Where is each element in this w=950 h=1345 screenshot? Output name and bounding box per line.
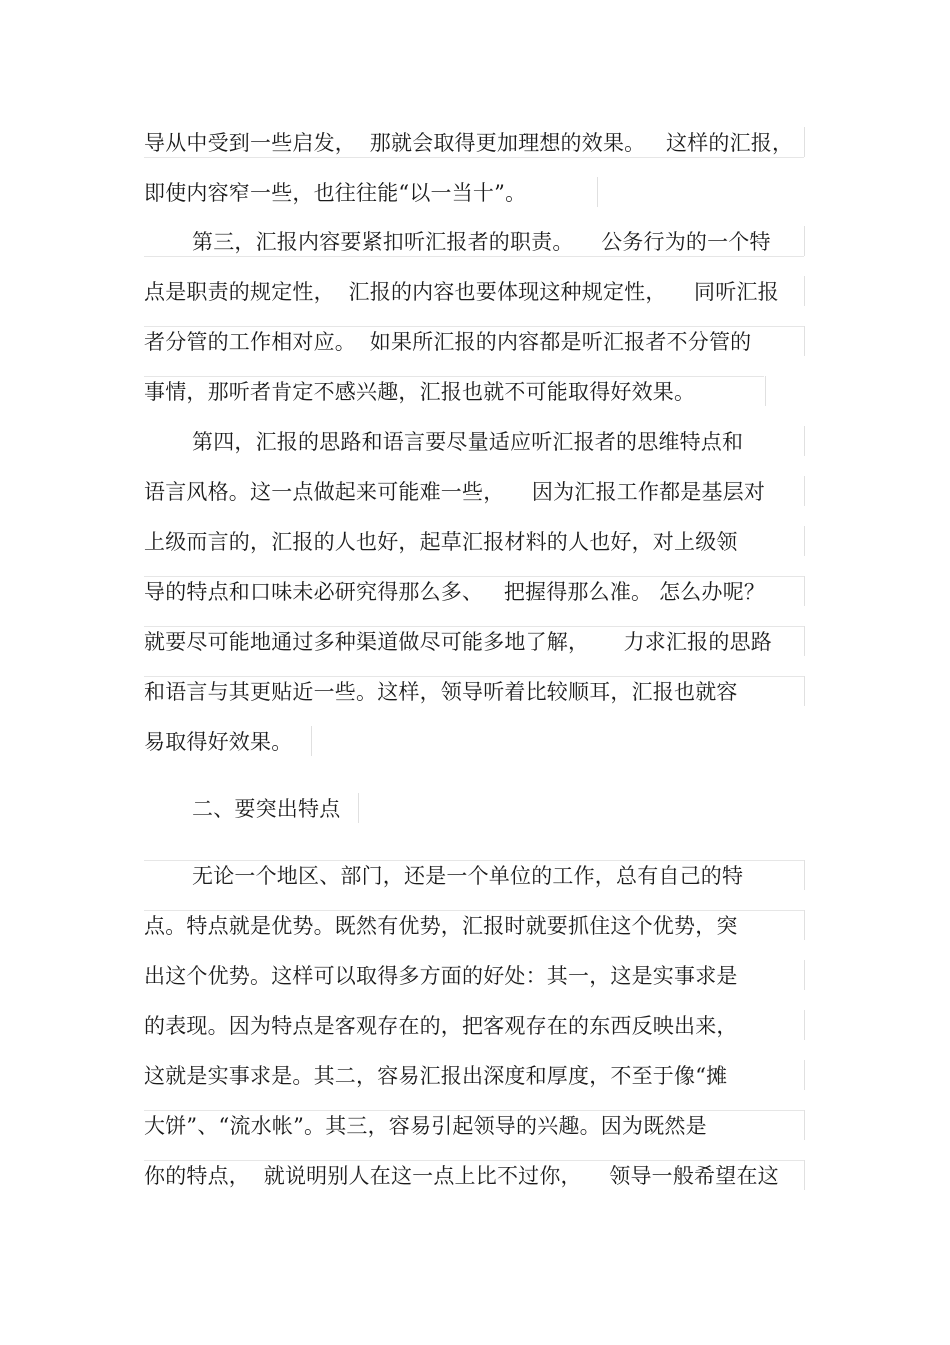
scan-rule [144,576,804,577]
scan-rule [144,626,804,627]
scan-rule [804,476,805,506]
scan-rule [804,426,805,456]
paragraph-line: 大饼”、“流水帐”。其三，容易引起领导的兴趣。因为既然是 [144,1114,707,1138]
paragraph-line: 事情，那听者肯定不感兴趣，汇报也就不可能取得好效果。 [144,380,696,404]
scan-rule [804,860,805,890]
paragraph-line: 就要尽可能地通过多种渠道做尽可能多地了解， 力求汇报的思路 [144,630,772,654]
scan-rule [804,326,805,356]
paragraph-line: 你的特点， 就说明别人在这一点上比不过你， 领导一般希望在这 [144,1164,779,1188]
paragraph-line: 导从中受到一些启发， 那就会取得更加理想的效果。 这样的汇报， [144,131,794,155]
scan-rule [804,1010,805,1040]
scan-rule [804,127,805,157]
paragraph-line: 的表现。因为特点是客观存在的，把客观存在的东西反映出来， [144,1014,738,1038]
scan-rule [804,1060,805,1090]
scan-rule [597,177,598,207]
scan-rule [144,910,804,911]
paragraph-line: 上级而言的，汇报的人也好，起草汇报材料的人也好，对上级领 [144,530,738,554]
paragraph-line: 即使内容窄一些，也往往能“以一当十”。 [144,181,527,205]
scan-rule [358,793,359,823]
scan-rule [804,276,805,306]
paragraph-line: 导的特点和口味未必研究得那么多、 把握得那么准。 怎么办呢？ [144,580,766,604]
paragraph-line: 点是职责的规定性， 汇报的内容也要体现这种规定性， 同听汇报 [144,280,779,304]
paragraph-line: 第三，汇报内容要紧扣听汇报者的职责。 公务行为的一个特 [192,230,771,254]
paragraph-line: 无论一个地区、部门，还是一个单位的工作，总有自己的特 [192,864,744,888]
scan-rule [144,860,804,861]
scan-rule [804,226,805,256]
scan-rule [804,676,805,706]
scan-rule [804,576,805,606]
scan-rule [804,526,805,556]
scan-rule [765,376,766,406]
scan-rule [804,1110,805,1140]
paragraph-line: 点。特点就是优势。既然有优势，汇报时就要抓住这个优势，突 [144,914,738,938]
paragraph-line: 者分管的工作相对应。 如果所汇报的内容都是听汇报者不分管的 [144,330,752,354]
paragraph-line: 这就是实事求是。其二，容易汇报出深度和厚度，不至于像“摊 [144,1064,728,1088]
scan-rule [144,256,804,257]
scan-rule [311,726,312,756]
paragraph-line: 语言风格。这一点做起来可能难一些， 因为汇报工作都是基层对 [144,480,766,504]
paragraph-line: 和语言与其更贴近一些。这样，领导听着比较顺耳，汇报也就容 [144,680,738,704]
scan-rule [144,1110,804,1111]
scan-rule [144,676,804,677]
scan-rule [144,326,804,327]
paragraph-line: 易取得好效果。 [144,730,293,754]
scan-rule [144,157,804,158]
scan-rule [804,910,805,940]
scan-rule [804,626,805,656]
section-heading: 二、要突出特点 [192,797,341,821]
scan-rule [144,1160,804,1161]
scan-rule [144,376,764,377]
scan-rule [804,1160,805,1190]
paragraph-line: 出这个优势。这样可以取得多方面的好处：其一，这是实事求是 [144,964,738,988]
scan-rule [804,960,805,990]
paragraph-line: 第四，汇报的思路和语言要尽量适应听汇报者的思维特点和 [192,430,744,454]
